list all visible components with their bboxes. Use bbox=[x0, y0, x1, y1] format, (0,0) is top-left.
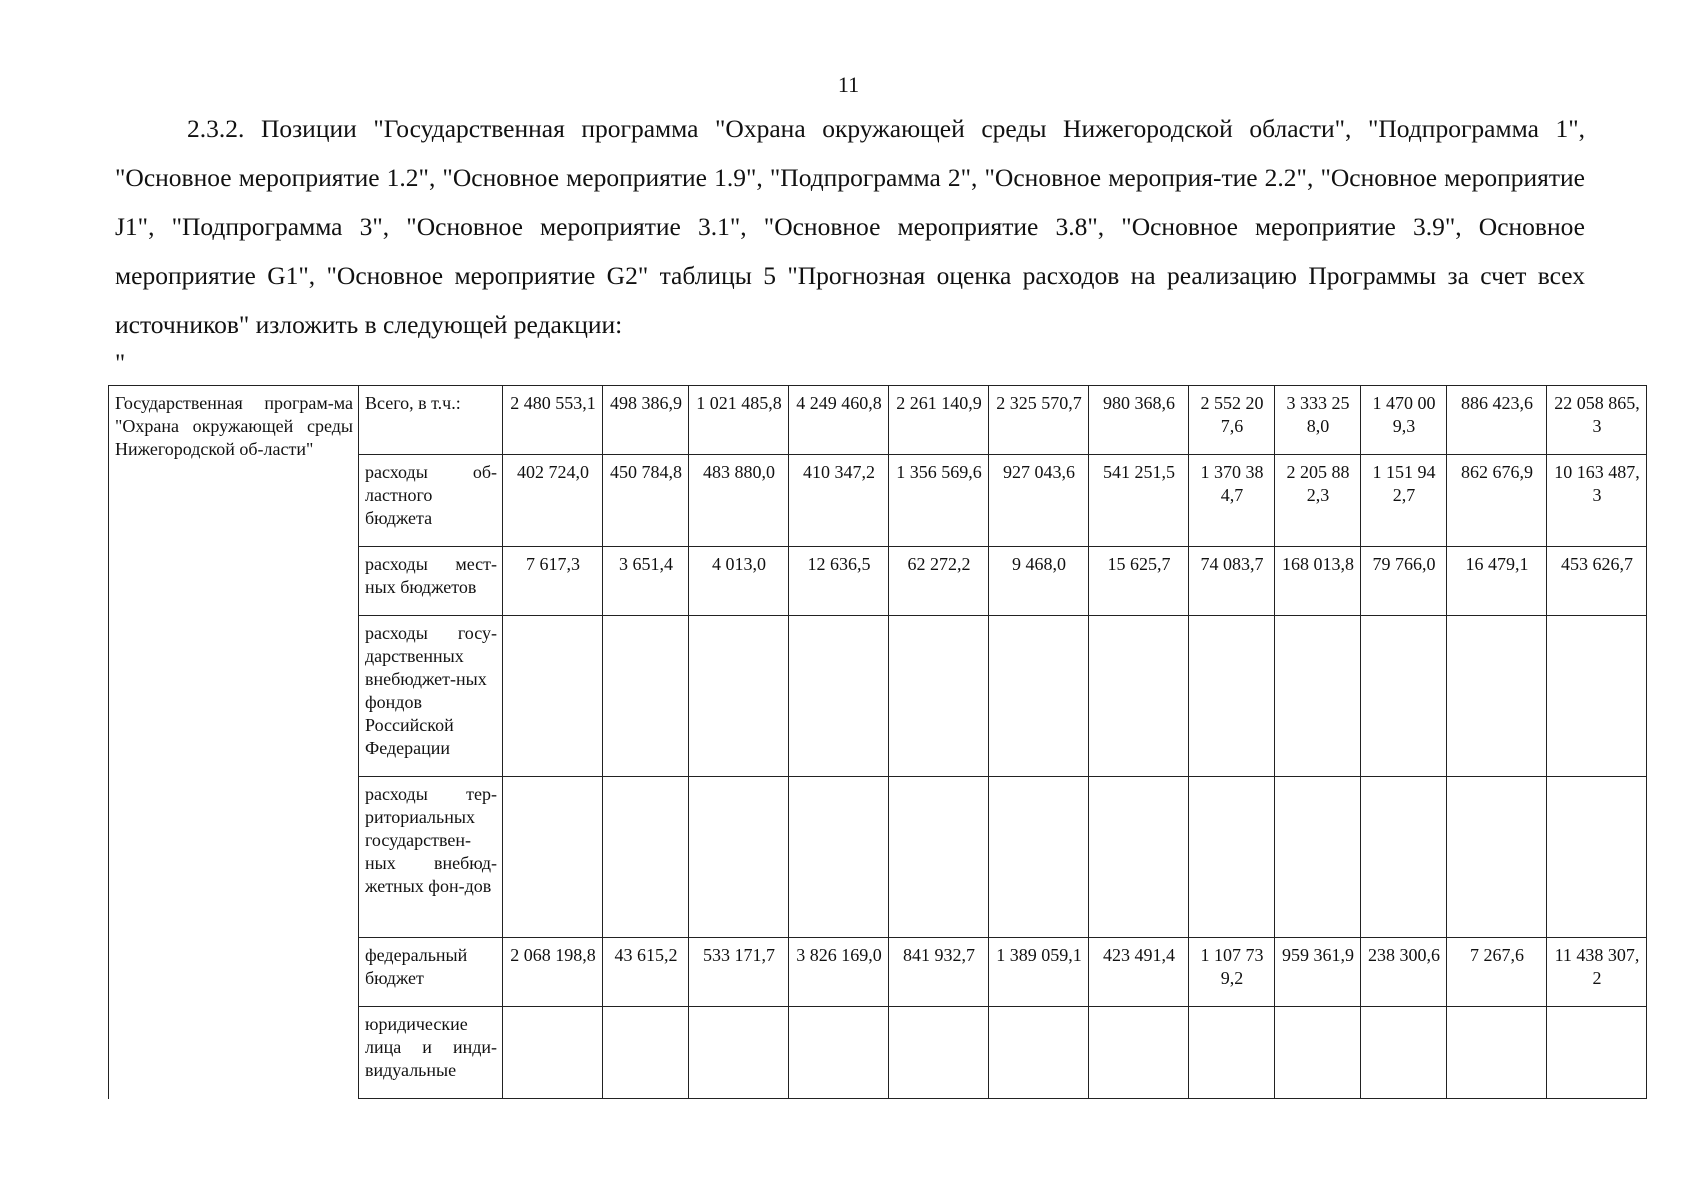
page-number: 11 bbox=[837, 72, 860, 97]
value-cell: 1 470 009,3 bbox=[1361, 386, 1447, 455]
value-cell bbox=[503, 616, 603, 777]
value-cell: 3 826 169,0 bbox=[789, 938, 889, 1007]
budget-table bbox=[108, 385, 1647, 1099]
row-label-cell: Всего, в т.ч.: bbox=[359, 386, 503, 455]
value-cell bbox=[603, 1007, 689, 1099]
value-cell: 2 480 553,1 bbox=[503, 386, 603, 455]
value-cell bbox=[603, 777, 689, 938]
value-cell: 15 625,7 bbox=[1089, 547, 1189, 616]
value-cell: 1 107 739,2 bbox=[1189, 938, 1275, 1007]
value-cell bbox=[1447, 777, 1547, 938]
value-cell bbox=[889, 777, 989, 938]
value-cell: 1 151 942,7 bbox=[1361, 455, 1447, 547]
value-cell: 1 356 569,6 bbox=[889, 455, 989, 547]
table-body bbox=[109, 386, 1647, 1099]
value-cell: 7 617,3 bbox=[503, 547, 603, 616]
value-cell bbox=[603, 616, 689, 777]
opening-quote: " bbox=[115, 350, 126, 377]
value-cell: 1 389 059,1 bbox=[989, 938, 1089, 1007]
value-cell: 4 013,0 bbox=[689, 547, 789, 616]
value-cell bbox=[1361, 1007, 1447, 1099]
row-label-cell: расходы госу-дарственных внебюджет-ных фондов Российской Федерации bbox=[359, 616, 503, 777]
value-cell bbox=[989, 777, 1089, 938]
value-cell bbox=[689, 1007, 789, 1099]
value-cell: 959 361,9 bbox=[1275, 938, 1361, 1007]
value-cell: 483 880,0 bbox=[689, 455, 789, 547]
value-cell: 10 163 487,3 bbox=[1547, 455, 1647, 547]
value-cell: 3 333 258,0 bbox=[1275, 386, 1361, 455]
value-cell bbox=[1189, 616, 1275, 777]
value-cell: 423 491,4 bbox=[1089, 938, 1189, 1007]
value-cell: 841 932,7 bbox=[889, 938, 989, 1007]
value-cell: 2 325 570,7 bbox=[989, 386, 1089, 455]
table-row bbox=[109, 386, 1647, 455]
value-cell bbox=[1275, 777, 1361, 938]
amendment-text: 2.3.2. Позиции "Государственная программа "Охрана окружающей среды Нижегородской области", "Подпрограмма 1", "Основное мероприятие 1.2", "Основное мероприятие 1.9", "Подпрограмма 2", "Основное мероприя-тие 2.2", "Основное мероприятие J1", "Подпрограмма 3", "Основное мероприятие 3.1", "Основное мероприятие 3.8", "Основное мероприятие 3.9", Основное мероприятие G1", "Основное мероприятие G2" таблицы 5 "Прогнозная оценка расходов на реализацию Программы за счет всех источников" изложить в следующей редакции: bbox=[115, 114, 1585, 339]
row-label-cell: федеральный бюджет bbox=[359, 938, 503, 1007]
value-cell bbox=[1089, 616, 1189, 777]
value-cell bbox=[1189, 777, 1275, 938]
value-cell bbox=[989, 1007, 1089, 1099]
value-cell: 2 205 882,3 bbox=[1275, 455, 1361, 547]
value-cell bbox=[889, 1007, 989, 1099]
value-cell: 7 267,6 bbox=[1447, 938, 1547, 1007]
row-label-cell: расходы мест-ных бюджетов bbox=[359, 547, 503, 616]
value-cell: 450 784,8 bbox=[603, 455, 689, 547]
program-name-cell: Государственная програм-ма "Охрана окружающей среды Нижегородской об-ласти" bbox=[109, 386, 359, 1099]
value-cell bbox=[789, 777, 889, 938]
value-cell: 168 013,8 bbox=[1275, 547, 1361, 616]
value-cell: 862 676,9 bbox=[1447, 455, 1547, 547]
value-cell: 3 651,4 bbox=[603, 547, 689, 616]
value-cell: 16 479,1 bbox=[1447, 547, 1547, 616]
value-cell: 12 636,5 bbox=[789, 547, 889, 616]
value-cell: 43 615,2 bbox=[603, 938, 689, 1007]
value-cell bbox=[1547, 616, 1647, 777]
value-cell bbox=[1547, 1007, 1647, 1099]
row-label-cell: юридические лица и инди-видуальные bbox=[359, 1007, 503, 1099]
value-cell bbox=[1447, 616, 1547, 777]
value-cell: 886 423,6 bbox=[1447, 386, 1547, 455]
value-cell bbox=[1189, 1007, 1275, 1099]
value-cell bbox=[1275, 1007, 1361, 1099]
value-cell bbox=[1447, 1007, 1547, 1099]
value-cell: 1 370 384,7 bbox=[1189, 455, 1275, 547]
value-cell bbox=[503, 777, 603, 938]
value-cell: 4 249 460,8 bbox=[789, 386, 889, 455]
value-cell: 927 043,6 bbox=[989, 455, 1089, 547]
value-cell: 238 300,6 bbox=[1361, 938, 1447, 1007]
value-cell: 2 068 198,8 bbox=[503, 938, 603, 1007]
value-cell bbox=[689, 777, 789, 938]
value-cell: 402 724,0 bbox=[503, 455, 603, 547]
value-cell: 533 171,7 bbox=[689, 938, 789, 1007]
row-label-cell: расходы об-ластного бюджета bbox=[359, 455, 503, 547]
value-cell: 9 468,0 bbox=[989, 547, 1089, 616]
value-cell: 11 438 307,2 bbox=[1547, 938, 1647, 1007]
value-cell: 62 272,2 bbox=[889, 547, 989, 616]
value-cell: 498 386,9 bbox=[603, 386, 689, 455]
value-cell: 22 058 865,3 bbox=[1547, 386, 1647, 455]
value-cell: 1 021 485,8 bbox=[689, 386, 789, 455]
value-cell: 74 083,7 bbox=[1189, 547, 1275, 616]
value-cell bbox=[689, 616, 789, 777]
row-label-cell: расходы тер-риториальных государствен-ных внебюд-жетных фон-дов bbox=[359, 777, 503, 938]
value-cell bbox=[1089, 777, 1189, 938]
value-cell bbox=[1547, 777, 1647, 938]
value-cell bbox=[1275, 616, 1361, 777]
value-cell bbox=[789, 616, 889, 777]
value-cell: 541 251,5 bbox=[1089, 455, 1189, 547]
value-cell: 453 626,7 bbox=[1547, 547, 1647, 616]
value-cell bbox=[503, 1007, 603, 1099]
value-cell: 2 552 207,6 bbox=[1189, 386, 1275, 455]
value-cell bbox=[989, 616, 1089, 777]
value-cell: 980 368,6 bbox=[1089, 386, 1189, 455]
value-cell bbox=[1089, 1007, 1189, 1099]
value-cell bbox=[789, 1007, 889, 1099]
value-cell: 79 766,0 bbox=[1361, 547, 1447, 616]
value-cell bbox=[889, 616, 989, 777]
value-cell bbox=[1361, 616, 1447, 777]
value-cell: 410 347,2 bbox=[789, 455, 889, 547]
value-cell bbox=[1361, 777, 1447, 938]
value-cell: 2 261 140,9 bbox=[889, 386, 989, 455]
amendment-paragraph bbox=[115, 104, 1585, 349]
